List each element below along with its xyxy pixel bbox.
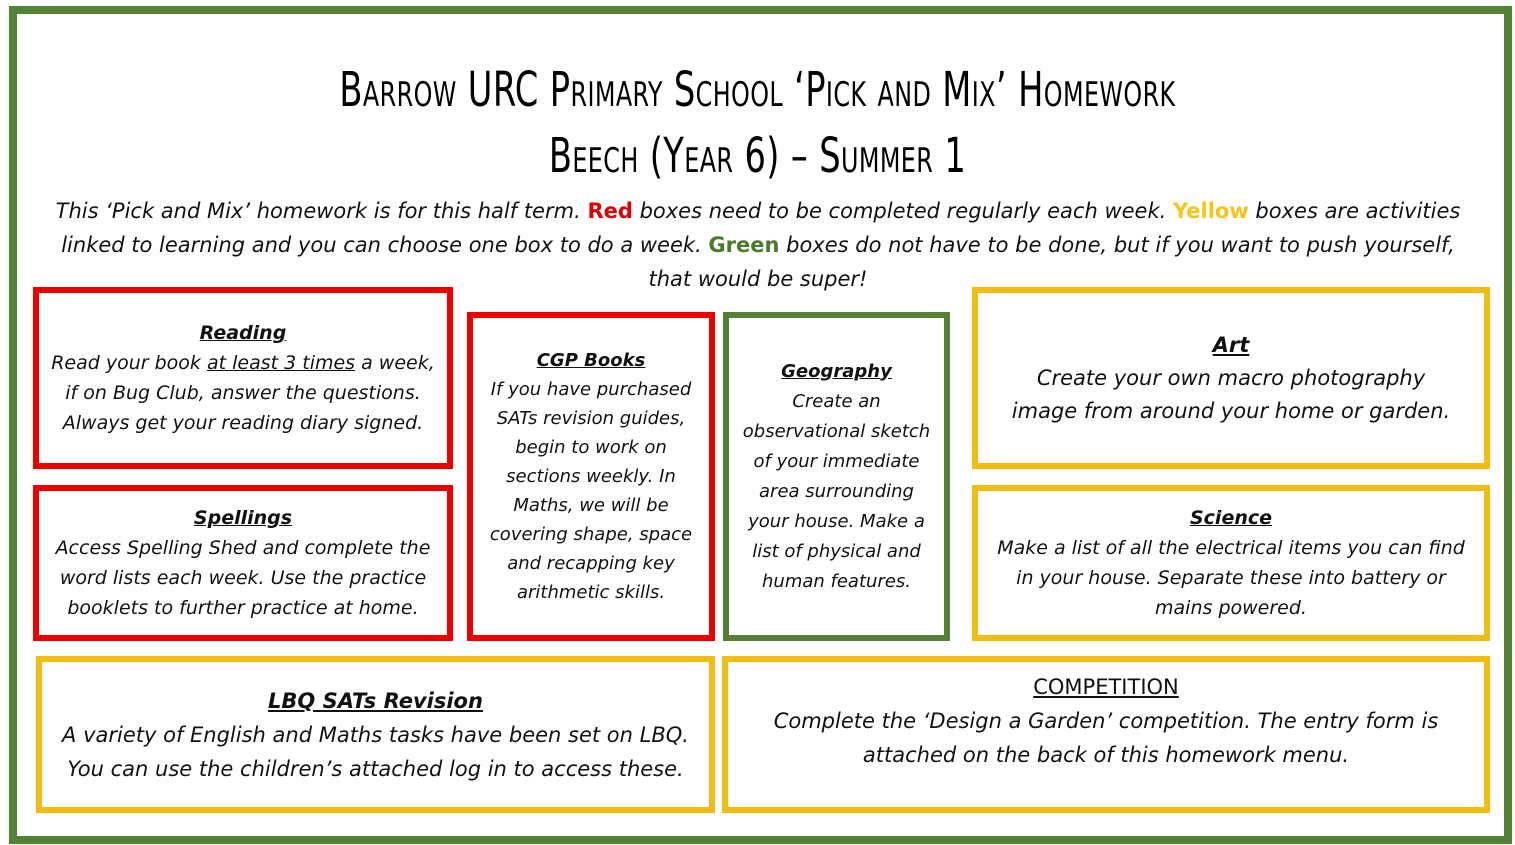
intro-part-3: boxes are activities linked to learning and you can choose one box to do a week. xyxy=(61,199,1461,257)
reading-text-b: a week, if on Bug Club, answer the questions. Always get your reading diary signed. xyxy=(62,352,435,434)
geography-heading: Geography xyxy=(781,360,892,382)
lbq-box xyxy=(36,656,715,813)
lbq-text: A variety of English and Maths tasks have been set on LBQ. You can use the children’s attached log in to access these. xyxy=(62,722,689,781)
reading-box xyxy=(33,287,453,469)
competition-box xyxy=(722,656,1490,813)
intro-yellow-word: Yellow xyxy=(1172,199,1249,223)
cgp-books-heading: CGP Books xyxy=(536,350,646,371)
reading-text xyxy=(49,348,437,438)
cgp-books-box xyxy=(467,312,715,641)
competition-text: Complete the ‘Design a Garden’ competition. The entry form is attached on the back of this homework menu. xyxy=(773,709,1439,767)
spellings-text: Access Spelling Shed and complete the word lists each week. Use the practice booklets to further practice at home. xyxy=(55,537,431,619)
art-heading: Art xyxy=(1212,332,1250,357)
art-box xyxy=(972,287,1490,469)
art-text: Create your own macro photography image from around your home or garden. xyxy=(1011,365,1451,423)
intro-red-word: Red xyxy=(587,199,633,223)
spellings-box xyxy=(33,485,453,641)
reading-heading: Reading xyxy=(199,322,287,344)
science-heading: Science xyxy=(1189,507,1273,529)
reading-text-a: Read your book xyxy=(51,352,201,374)
intro-part-4: boxes do not have to be done, but if you want to push yourself, that would be super! xyxy=(648,233,1455,291)
intro-part-1: This ‘Pick and Mix’ homework is for this half term. xyxy=(55,199,581,223)
lbq-heading: LBQ SATs Revision xyxy=(268,688,483,713)
intro-part-2: boxes need to be completed regularly each week. xyxy=(639,199,1167,223)
geography-text: Create an observational sketch of your immediate area surrounding your house. Make a list of physical and human features. xyxy=(742,390,931,592)
spellings-heading: Spellings xyxy=(193,507,293,529)
science-text: Make a list of all the electrical items you can find in your house. Separate these into battery or mains powered. xyxy=(997,537,1465,619)
science-box xyxy=(972,485,1490,641)
intro-green-word: Green xyxy=(708,233,780,257)
cgp-books-text: If you have purchased SATs revision guides, begin to work on sections weekly. In Maths, we will be covering shape, space and recapping key arithmetic skills. xyxy=(489,379,693,603)
geography-box xyxy=(723,312,950,641)
competition-heading: COMPETITION xyxy=(1033,675,1179,699)
reading-text-underlined: at least 3 times xyxy=(206,352,356,374)
intro-paragraph xyxy=(38,194,1478,296)
page-title: Barrow URC Primary School ‘Pick and Mix’ Homework xyxy=(339,62,1176,118)
page-subtitle: Beech (Year 6) – Summer 1 xyxy=(548,128,967,184)
